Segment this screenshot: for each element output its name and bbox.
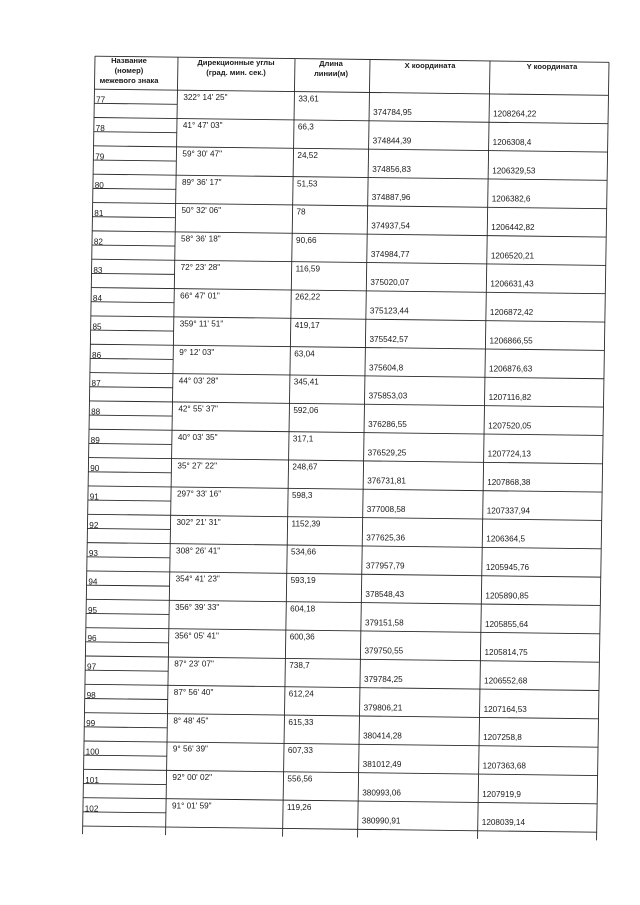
direction-angle-cell: 50° 32' 06": [181, 206, 222, 216]
y-coordinate-cell: 1206329,53: [492, 166, 536, 176]
line-length-cell: 116,59: [295, 264, 321, 274]
x-coordinate-cell: 374937,54: [371, 221, 411, 231]
y-coordinate-cell: 1205855,64: [484, 619, 529, 629]
y-coordinate-cell: 1207724,13: [487, 449, 531, 459]
marker-name-cell: 85: [92, 322, 102, 332]
direction-angle-cell: 9° 12' 03": [179, 347, 215, 357]
marker-name-cell: 92: [89, 520, 99, 530]
line-length-cell: 592,06: [293, 406, 319, 416]
line-length-cell: 317,1: [292, 434, 314, 444]
row-half-border: [90, 387, 173, 388]
direction-angle-cell: 297° 33' 16": [176, 489, 222, 499]
marker-name-cell: 86: [92, 350, 102, 360]
line-length-cell: 593,19: [290, 576, 316, 586]
direction-angle-cell: 322° 14' 25": [183, 92, 228, 102]
direction-angle-cell: 359° 11' 51": [179, 319, 224, 329]
x-coordinate-cell: 376731,81: [367, 476, 406, 486]
x-coordinate-cell: 375123,44: [369, 306, 409, 316]
y-coordinate-cell: 1206866,55: [489, 336, 533, 346]
table-header: [100, 56, 579, 85]
x-coordinate-cell: 376286,55: [368, 419, 407, 429]
direction-angle-cell: 91° 01' 59": [171, 801, 212, 811]
marker-name-cell: 78: [95, 124, 105, 134]
marker-name-cell: 80: [94, 180, 104, 190]
direction-angle-cell: 58° 36' 18": [181, 234, 221, 244]
x-coordinate-cell: 377008,58: [366, 504, 406, 514]
x-coordinate-cell: 379806,21: [363, 703, 403, 713]
line-length-cell: 604,18: [290, 604, 316, 614]
marker-name-cell: 90: [90, 464, 100, 474]
marker-name-cell: 97: [87, 662, 97, 672]
line-length-cell: 534,66: [291, 547, 317, 557]
row-half-border: [88, 472, 171, 473]
direction-angle-cell: 92° 00' 02": [172, 773, 213, 783]
y-coordinate-cell: 1205890,85: [485, 591, 529, 601]
line-length-cell: 1152,39: [291, 519, 321, 529]
row-half-border: [91, 302, 174, 303]
row-half-border: [85, 670, 168, 671]
line-length-cell: 612,24: [288, 689, 314, 699]
line-length-cell: 556,56: [287, 774, 313, 784]
x-coordinate-cell: 375020,07: [370, 278, 410, 288]
header-name-line-3: межевого знака: [99, 76, 159, 85]
header-length-line-1: Длина: [319, 59, 343, 68]
x-coordinate-cell: 380993,06: [362, 788, 401, 798]
marker-name-cell: 77: [96, 95, 106, 105]
line-length-cell: 33,61: [298, 94, 319, 104]
row-half-border: [93, 188, 176, 189]
marker-name-cell: 84: [92, 294, 103, 304]
header-name-line-1: Название: [111, 56, 147, 65]
column-border: [597, 62, 609, 840]
y-coordinate-cell: 1206308,4: [492, 137, 532, 147]
row-half-border: [89, 415, 172, 416]
row-half-border: [94, 132, 177, 133]
direction-angle-cell: 356° 05' 41": [174, 631, 219, 641]
marker-name-cell: 101: [85, 775, 99, 785]
x-coordinate-cell: 375542,57: [369, 334, 409, 344]
y-coordinate-cell: 1207258,8: [483, 733, 522, 743]
row-half-border: [93, 160, 176, 161]
direction-angle-cell: 9° 56' 39": [172, 744, 208, 754]
x-coordinate-cell: 377625,36: [366, 533, 406, 543]
y-coordinate-cell: 1206876,63: [489, 364, 533, 374]
y-coordinate-cell: 1207919,9: [482, 789, 521, 799]
direction-angle-cell: 41° 47' 03": [182, 121, 223, 131]
marker-name-cell: 98: [86, 690, 96, 700]
line-length-cell: 600,36: [289, 632, 315, 642]
y-coordinate-cell: 1206364,5: [486, 534, 526, 544]
header-x-coordinate: X координата: [404, 61, 456, 70]
direction-angle-cell: 35° 27' 22": [177, 461, 218, 471]
marker-name-cell: 99: [86, 719, 96, 729]
marker-name-cell: 81: [94, 209, 104, 219]
y-coordinate-cell: 1205945,76: [485, 563, 530, 573]
line-length-cell: 66,3: [297, 122, 314, 132]
y-coordinate-cell: 1207363,68: [482, 761, 526, 771]
direction-angle-cell: 87° 23' 07": [174, 659, 214, 669]
x-coordinate-cell: 379151,58: [364, 618, 404, 628]
y-coordinate-cell: 1206442,82: [491, 223, 535, 232]
row-half-border: [86, 613, 169, 614]
y-coordinate-cell: 1208264,22: [493, 109, 537, 119]
row-half-border: [88, 500, 171, 501]
x-coordinate-cell: 379750,55: [364, 646, 404, 656]
row-half-border: [85, 699, 168, 700]
marker-name-cell: 79: [95, 152, 105, 162]
x-coordinate-cell: 379784,25: [364, 675, 403, 685]
direction-angle-cell: 308° 26' 41": [176, 546, 221, 556]
header-bottom-border: [94, 89, 608, 95]
line-length-cell: 51,53: [296, 179, 318, 189]
x-coordinate-cell: 380990,91: [361, 816, 401, 826]
y-coordinate-cell: 1206552,68: [484, 676, 528, 686]
y-coordinate-cell: 1207116,82: [488, 393, 532, 403]
direction-angle-cell: 87° 56' 40": [173, 688, 214, 698]
row-half-border: [86, 642, 169, 643]
row-half-border: [87, 557, 170, 558]
x-coordinate-cell: 377957,79: [365, 561, 405, 571]
row-half-border: [91, 330, 174, 331]
header-angle-line-2: (град. мин. сек.): [206, 68, 266, 77]
marker-name-cell: 102: [84, 804, 99, 814]
direction-angle-cell: 8° 48' 45": [173, 716, 209, 726]
y-coordinate-cell: 1206631,43: [490, 279, 534, 289]
x-coordinate-cell: 375853,03: [368, 391, 408, 401]
direction-angle-cell: 354° 41' 23": [175, 574, 220, 584]
marker-name-cell: 95: [87, 605, 98, 615]
marker-name-cell: 87: [91, 379, 101, 389]
direction-angle-cell: 66° 47' 01": [180, 291, 220, 301]
direction-angle-cell: 59° 30' 47": [182, 149, 223, 159]
header-angle-line-1: Дирекционные углы: [197, 58, 275, 67]
header-length-line-2: линии(м): [313, 69, 349, 78]
marker-name-cell: 88: [91, 407, 101, 417]
row-half-border: [87, 585, 170, 586]
marker-name-cell: 100: [85, 747, 100, 757]
direction-angle-cell: 44° 03' 28": [178, 376, 219, 386]
marker-name-cell: 89: [90, 435, 100, 445]
x-coordinate-cell: 376529,25: [367, 448, 407, 458]
x-coordinate-cell: 381012,49: [362, 760, 402, 770]
line-length-cell: 119,26: [286, 802, 312, 812]
marker-name-cell: 83: [93, 265, 103, 275]
x-coordinate-cell: 374844,39: [372, 136, 412, 146]
line-length-cell: 598,3: [291, 491, 313, 501]
marker-name-cell: 96: [87, 634, 97, 644]
marker-name-cell: 93: [88, 549, 98, 559]
line-length-cell: 262,22: [295, 292, 321, 302]
marker-name-cell: 82: [93, 237, 103, 247]
direction-angle-cell: 89° 36' 17": [181, 177, 222, 187]
x-coordinate-cell: 378548,43: [365, 589, 405, 599]
marker-name-cell: 94: [88, 577, 98, 587]
row-half-border: [94, 103, 177, 104]
y-coordinate-cell: 1207520,05: [488, 421, 532, 431]
line-length-cell: 63,04: [294, 349, 315, 359]
direction-angle-cell: 40° 03' 35": [177, 432, 218, 442]
y-coordinate-cell: 1207868,38: [487, 478, 531, 488]
y-coordinate-cell: 1207164,53: [483, 704, 527, 714]
direction-angle-cell: 356° 39' 33": [175, 603, 220, 613]
direction-angle-cell: 42° 55' 37": [178, 404, 218, 414]
row-half-border: [92, 217, 175, 218]
marker-name-cell: 91: [89, 492, 99, 502]
y-coordinate-cell: 1207337,94: [486, 506, 531, 516]
line-length-cell: 419,17: [294, 320, 320, 330]
direction-angle-cell: 72° 23' 28": [180, 262, 221, 272]
row-half-border: [84, 727, 167, 728]
line-length-cell: 248,67: [292, 462, 318, 472]
y-coordinate-cell: 1208039,14: [481, 818, 526, 828]
row-half-border: [92, 273, 175, 274]
line-length-cell: 738,7: [289, 661, 310, 671]
line-length-cell: 78: [296, 207, 306, 217]
column-border: [83, 56, 95, 834]
line-length-cell: 615,33: [288, 717, 314, 727]
direction-angle-cell: 302° 21' 31": [176, 517, 221, 527]
y-coordinate-cell: 1206520,21: [490, 251, 535, 261]
y-coordinate-cell: 1206382,6: [491, 194, 531, 204]
line-length-cell: 607,33: [287, 746, 313, 756]
row-half-border: [92, 245, 175, 246]
row-half-border: [87, 528, 170, 529]
line-length-cell: 24,52: [297, 150, 318, 160]
row-half-border: [89, 443, 172, 444]
row-half-border: [90, 358, 173, 359]
x-coordinate-cell: 374784,95: [373, 108, 412, 118]
x-coordinate-cell: 375604,8: [369, 363, 404, 373]
y-coordinate-cell: 1206872,42: [489, 308, 534, 318]
line-length-cell: 345,41: [293, 377, 319, 387]
x-coordinate-cell: 374887,96: [371, 193, 411, 203]
x-coordinate-cell: 374856,83: [372, 164, 411, 174]
x-coordinate-cell: 374984,77: [370, 249, 410, 259]
header-y-coordinate: Y координата: [526, 62, 578, 71]
header-name-line-2: (номер): [114, 66, 144, 75]
y-coordinate-cell: 1205814,75: [484, 648, 528, 658]
line-length-cell: 90,66: [296, 235, 317, 245]
x-coordinate-cell: 380414,28: [363, 731, 402, 741]
